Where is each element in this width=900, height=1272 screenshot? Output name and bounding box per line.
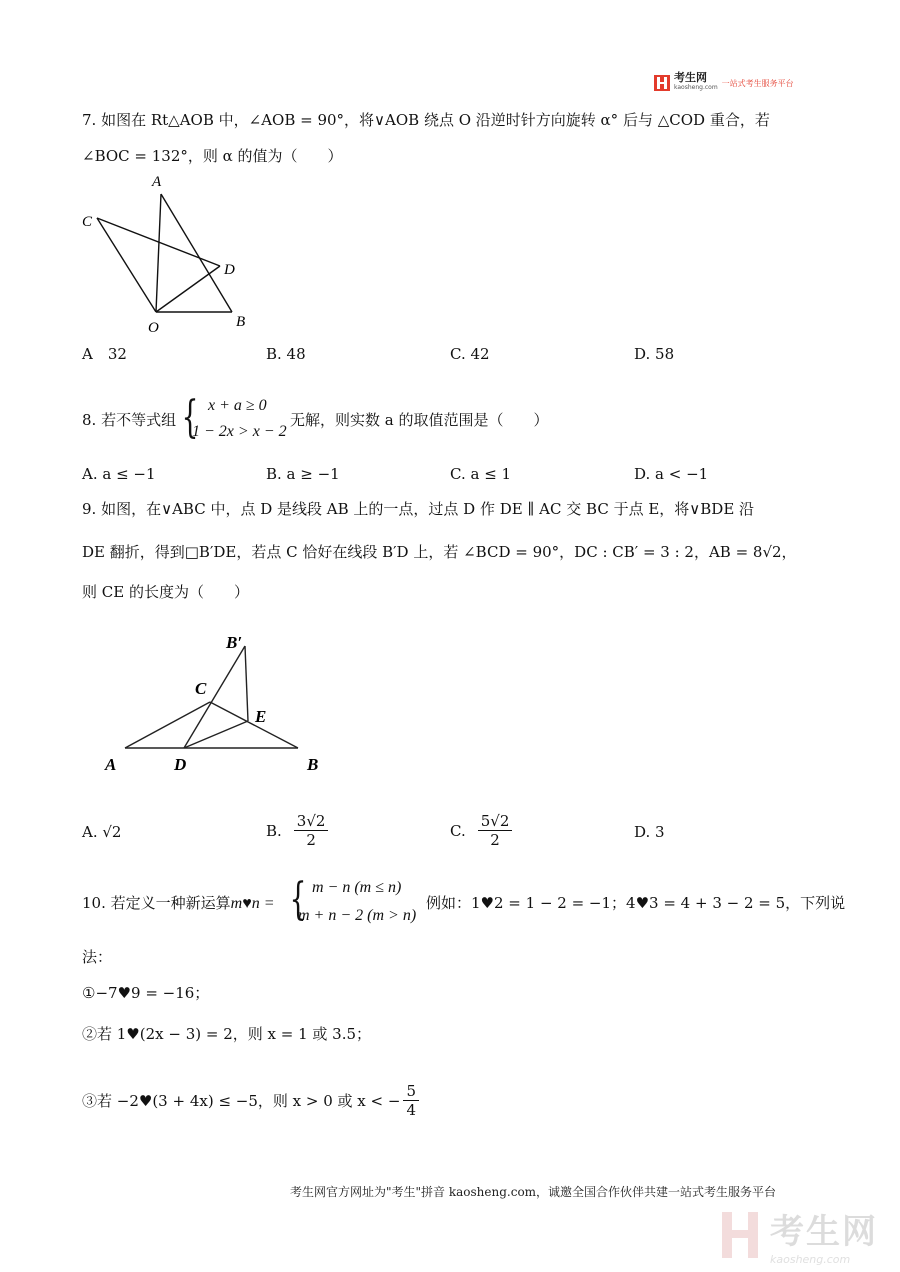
q8-option-a: A. a ≤ −1 [82,465,156,483]
q9-label-C: C [195,679,207,698]
brand-name: 考生网 [674,71,707,84]
q7-label-O: O [148,320,159,336]
q8-option-c: C. a ≤ 1 [450,465,512,483]
q10-case1: m − n (m ≤ n) [312,879,402,896]
watermark-brand: 考生网 [770,1212,878,1252]
q8-suffix: 无解，则实数 a 的取值范围是（ ） [290,411,549,429]
q7-line2: ∠BOC = 132°，则 α 的值为（ ） [82,147,343,165]
q7-option-c: C. 42 [450,345,490,363]
q9-segment-CB [210,702,298,748]
q9-figure [100,628,340,778]
header-logo [654,73,794,93]
q9-label-E: E [255,707,267,726]
footer-text: 考生网官方网址为"考生"拼音 kaosheng.com，诚邀全国合作伙伴共建一站式考生服务平台 [290,1185,777,1199]
q10-example: 例如：1♥2 = 1 − 2 = −1；4♥3 = 4 + 3 − 2 = 5，下列说 [426,894,846,912]
q9-label-A: A [105,755,117,774]
q10-statement-2: ②若 1♥(2x − 3) = 2，则 x = 1 或 3.5； [82,1025,372,1043]
q9-line3: 则 CE 的长度为（ ） [82,583,249,601]
q7-label-B: B [236,314,246,330]
q9-label-B: B [307,755,319,774]
q9-option-a: A. √2 [82,823,122,841]
q7-option-b: B. 48 [266,345,306,363]
q8-option-b: B. a ≥ −1 [266,465,340,483]
watermark-logo-icon [718,1210,762,1260]
logo-icon [654,75,670,91]
q7-segment-OC [97,218,156,312]
q8-option-d: D. a < −1 [634,465,709,483]
q10-statement-3: ③若 −2♥(3 + 4x) ≤ −5，则 x > 0 或 x < − $\frac{5}{4}$ [82,1082,419,1119]
q7-label-A: A [152,174,162,190]
q7-label-C: C [82,214,93,230]
q7-label-D: D [224,262,235,278]
q8-lead: 8. 若不等式组 [82,411,177,429]
q7-option-a: A 32 [82,345,127,363]
q7-segment-AB [161,194,232,312]
watermark-url: kaosheng.com [770,1253,851,1266]
watermark [718,1204,878,1266]
q9-segment-BpE [245,646,248,721]
q7-segment-OA [156,194,161,312]
q9-label-Bp: B′ [226,633,243,652]
q9-option-c-fraction: $\frac{5√2}{2}$ [478,812,513,849]
q9-line2: DE 翻折，得到□B′DE，若点 C 恰好在线段 B′D 上，若 ∠BCD = 90°，DC : CB′ = 3 : 2，AB = 8√2， [82,543,797,561]
q10-statement-1: ①−7♥9 = −16； [82,984,210,1002]
q7-line1: 7. 如图在 Rt△AOB 中，∠AOB = 90°，将∨AOB 绕点 O 沿逆时针方向旋转 α° 后与 △COD 重合，若 [82,111,770,129]
q9-segment-DBp [184,646,245,748]
q9-option-d: D. 3 [634,823,665,841]
q10-line2: 法： [82,948,113,966]
q10-lead: 10. 若定义一种新运算m♥n = [82,894,275,912]
q9-segment-DE [184,721,248,748]
q9-line1: 9. 如图，在∨ABC 中，点 D 是线段 AB 上的一点，过点 D 作 DE ∥ AC 交 BC 于点 E，将∨BDE 沿 [82,500,755,518]
q10-statement-3-fraction: $\frac{5}{4}$ [403,1082,419,1119]
q8-brace: { [181,392,199,443]
brand-slogan: 一站式考生服务平台 [721,78,794,88]
q7-segment-OD [156,266,220,312]
q9-option-c: C. $\frac{5√2}{2}$ [450,812,512,849]
q9-option-b-fraction: $\frac{3√2}{2}$ [294,812,329,849]
q7-option-d: D. 58 [634,345,675,363]
brand-domain: kaosheng.com [674,84,718,91]
q9-option-b: B. $\frac{3√2}{2}$ [266,812,328,849]
q10-brace: { [289,874,307,925]
q7-figure [70,170,270,340]
q8-ineq2: 1 − 2x > x − 2 [192,423,287,440]
q8-ineq1: x + a ≥ 0 [208,397,267,414]
q10-case2: m + n − 2 (m > n) [298,907,417,924]
q9-label-D: D [174,755,187,774]
